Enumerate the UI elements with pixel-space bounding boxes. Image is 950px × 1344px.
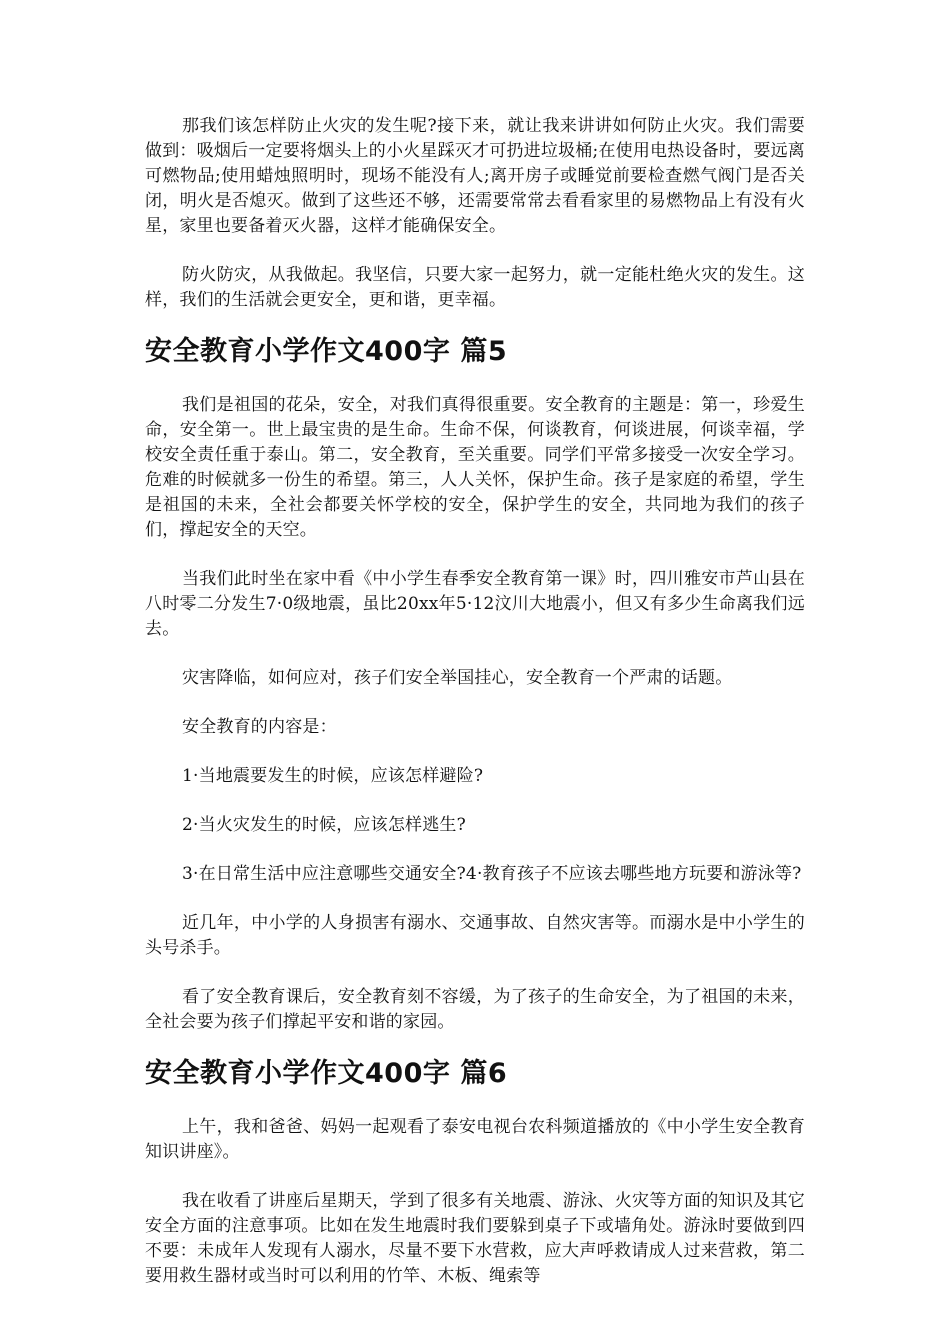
paragraph: 当我们此时坐在家中看《中小学生春季安全教育第一课》时，四川雅安市芦山县在八时零二分发生7·0级地震，虽比20xx年5·12汶川大地震小，但又有多少生命离我们远去。: [145, 569, 805, 639]
section-title: 安全教育小学作文400字: [145, 336, 451, 367]
paragraph: 安全教育的内容是：: [182, 717, 337, 737]
paragraph: 灾害降临，如何应对，孩子们安全举国挂心，安全教育一个严肃的话题。: [182, 668, 733, 688]
paragraph: 那我们该怎样防止火灾的发生呢?接下来，就让我来讲讲如何防止火灾。我们需要做到：吸烟后一定要将烟头上的小火星踩灭才可扔进垃圾桶;在使用电热设备时，要远离可燃物品;使用蜡烛照明时，现场不能没有人;离开房子或睡觉前要检查燃气阀门是否关闭，明火是否熄灭。做到了这些还不够，还需要常常去看看家里的易燃物品上有没有火星，家里也要备着灭火器，这样才能确保安全。: [145, 116, 805, 236]
section-heading: [145, 1057, 805, 1091]
paragraph: 防火防灾，从我做起。我坚信，只要大家一起努力，就一定能杜绝火灾的发生。这样，我们的生活就会更安全，更和谐，更幸福。: [145, 265, 805, 310]
paragraph: 上午，我和爸爸、妈妈一起观看了泰安电视台农科频道播放的《中小学生安全教育知识讲座》。: [145, 1117, 805, 1162]
list-item: 2·当火灾发生的时候，应该怎样逃生?: [182, 815, 466, 835]
paragraph: 看了安全教育课后，安全教育刻不容缓，为了孩子的生命安全，为了祖国的未来，全社会要为孩子们撑起平安和谐的家园。: [145, 987, 805, 1032]
list-item: 3·在日常生活中应注意哪些交通安全?4·教育孩子不应该去哪些地方玩要和游泳等?: [182, 864, 802, 884]
section-number: 篇6: [460, 1058, 508, 1089]
list-item: 1·当地震要发生的时候，应该怎样避险?: [182, 766, 484, 786]
paragraph: 近几年，中小学的人身损害有溺水、交通事故、自然灾害等。而溺水是中小学生的头号杀手。: [145, 913, 805, 958]
paragraph: 我们是祖国的花朵，安全，对我们真得很重要。安全教育的主题是：第一，珍爱生命，安全第一。世上最宝贵的是生命。生命不保，何谈教育，何谈进展，何谈幸福，学校安全责任重于泰山。第二，安全教育，至关重要。同学们平常多接受一次安全学习。危难的时候就多一份生的希望。第三，人人关怀，保护生命。孩子是家庭的希望，学生是祖国的未来，全社会都要关怀学校的安全，保护学生的安全，共同地为我们的孩子们，撑起安全的天空。: [145, 395, 805, 540]
paragraph: 我在收看了讲座后星期天，学到了很多有关地震、游泳、火灾等方面的知识及其它安全方面的注意事项。比如在发生地震时我们要躲到桌子下或墙角处。游泳时要做到四不要：未成年人发现有人溺水，尽量不要下水营救，应大声呼救请成人过来营救，第二要用救生器材或当时可以利用的竹竿、木板、绳索等: [145, 1191, 805, 1286]
document-page: [145, 114, 805, 1313]
section-title: 安全教育小学作文400字: [145, 1058, 451, 1089]
section-number: 篇5: [460, 336, 508, 367]
section-heading: [145, 335, 805, 369]
